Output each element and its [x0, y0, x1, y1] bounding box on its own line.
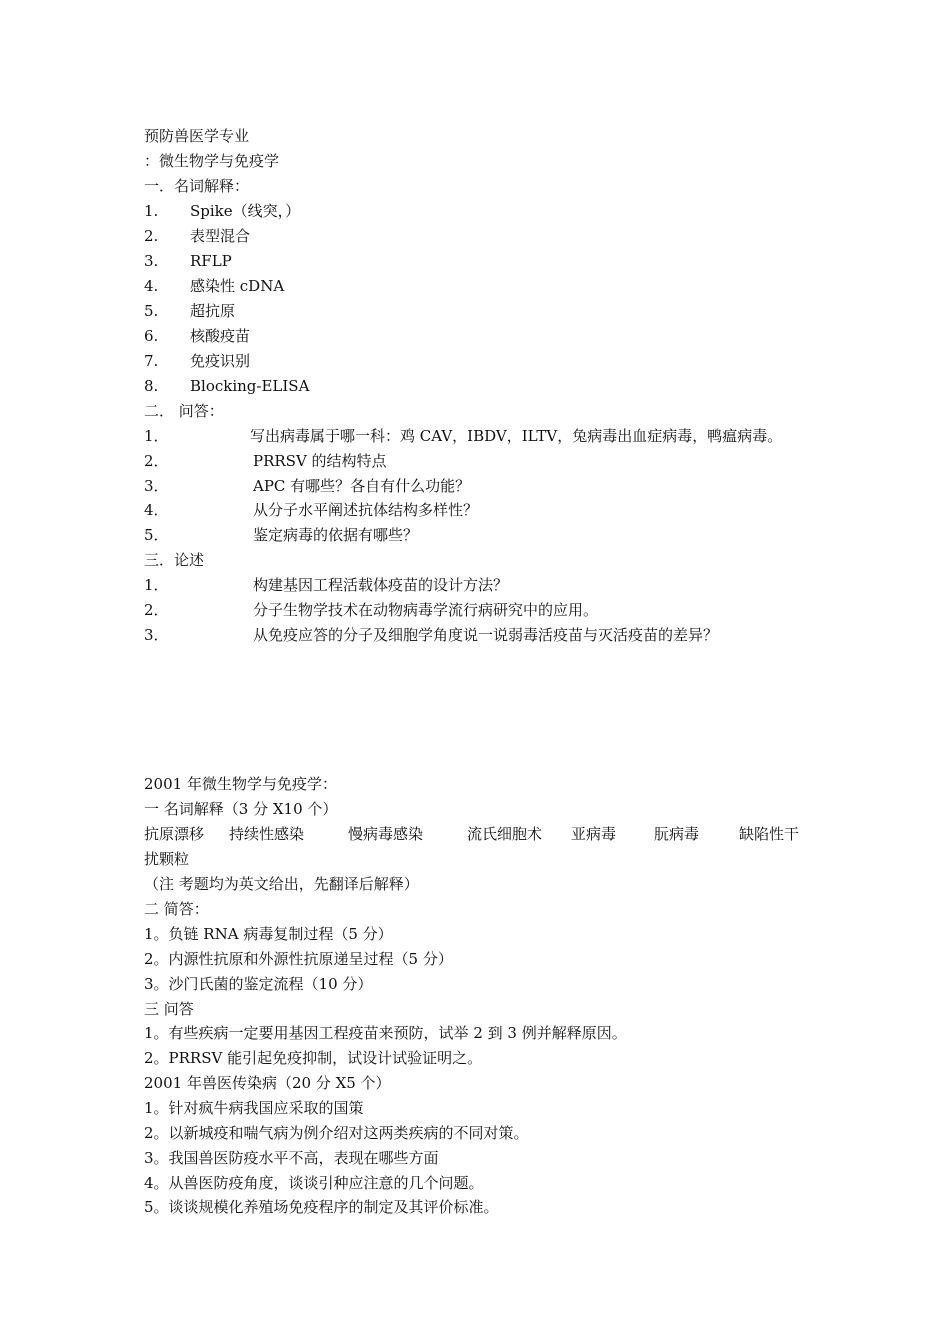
list-item: 1。有些疾病一定要用基因工程疫苗来预防，试举 2 到 3 例并解释原因。 [144, 1024, 627, 1042]
list-item: 3。我国兽医防疫水平不高，表现在哪些方面 [144, 1149, 439, 1167]
list-item-text: 超抗原 [190, 302, 236, 320]
term-item: 流氏细胞术 [467, 825, 543, 843]
term-item-continued: 扰颗粒 [144, 850, 190, 868]
part3-title: 三．论述 [144, 551, 205, 569]
term-item: 亚病毒 [571, 825, 617, 843]
list-item-number: 5． [144, 526, 169, 544]
section2-part3-title: 三 问答 [144, 1000, 194, 1018]
list-item-number: 1． [144, 576, 169, 594]
list-item-number: 1． [144, 427, 169, 445]
list-item-number: 4． [144, 501, 169, 519]
list-item-number: 4. [144, 277, 159, 295]
list-item-number: 7. [144, 352, 159, 370]
section1-subject: ：微生物学与免疫学 [144, 152, 280, 170]
list-item-number: 1. [144, 202, 159, 220]
list-item-number: 5. [144, 302, 159, 320]
list-item-text: 写出病毒属于哪一科：鸡 CAV，IBDV，ILTV，兔病毒出血症病毒，鸭瘟病毒。 [250, 427, 783, 445]
list-item: 4。从兽医防疫角度，谈谈引种应注意的几个问题。 [144, 1174, 484, 1192]
list-item-text: 免疫识别 [190, 352, 251, 370]
list-item: 2。以新城疫和喘气病为例介绍对这两类疾病的不同对策。 [144, 1124, 529, 1142]
list-item-text: 从免疫应答的分子及细胞学角度说一说弱毒活疫苗与灭活疫苗的差异？ [253, 626, 719, 644]
list-item-text: PRRSV 的结构特点 [253, 452, 387, 470]
list-item-number: 6. [144, 327, 159, 345]
part1-title: 一．名词解释： [144, 177, 250, 195]
list-item-text: 感染性 cDNA [190, 277, 285, 295]
list-item-number: 2． [144, 452, 169, 470]
section2-part2-title: 二 简答： [144, 900, 209, 918]
list-item-text: 从分子水平阐述抗体结构多样性？ [253, 501, 479, 519]
list-item: 2。PRRSV 能引起免疫抑制，试设计试验证明之。 [144, 1049, 483, 1067]
term-item: 持续性感染 [229, 825, 305, 843]
term-item: 抗原漂移 [144, 825, 205, 843]
list-item-number: 3． [144, 626, 169, 644]
list-item-text: Spike（线突，） [190, 202, 301, 220]
term-item: 朊病毒 [654, 825, 700, 843]
list-item-number: 3． [144, 477, 169, 495]
list-item-number: 8. [144, 377, 159, 395]
section2-heading: 2001 年微生物学与免疫学： [144, 775, 337, 793]
list-item: 1。负链 RNA 病毒复制过程（5 分） [144, 925, 393, 943]
list-item-text: 分子生物学技术在动物病毒学流行病研究中的应用。 [253, 601, 599, 619]
list-item-text: Blocking-ELISA [190, 377, 310, 395]
term-item: 缺陷性干 [739, 825, 800, 843]
list-item: 1。针对疯牛病我国应采取的国策 [144, 1099, 364, 1117]
list-item: 5。谈谈规模化养殖场免疫程序的制定及其评价标准。 [144, 1198, 499, 1216]
list-item-number: 2． [144, 601, 169, 619]
list-item-text: 构建基因工程活载体疫苗的设计方法？ [253, 576, 509, 594]
list-item-text: 鉴定病毒的依据有哪些？ [253, 526, 419, 544]
list-item-text: RFLP [190, 252, 232, 270]
section1-heading: 预防兽医学专业 [144, 127, 250, 145]
list-item-text: 核酸疫苗 [190, 327, 251, 345]
section2-note: （注 考题均为英文给出，先翻译后解释） [144, 875, 419, 893]
list-item-number: 3. [144, 252, 159, 270]
list-item: 3。沙门氏菌的鉴定流程（10 分） [144, 975, 373, 993]
list-item-number: 2. [144, 227, 159, 245]
section3-heading: 2001 年兽医传染病（20 分 X5 个） [144, 1074, 391, 1092]
list-item-text: APC 有哪些？各自有什么功能？ [253, 477, 471, 495]
list-item-text: 表型混合 [190, 227, 251, 245]
section2-part1-title: 一 名词解释（3 分 X10 个） [144, 800, 338, 818]
term-item: 慢病毒感染 [348, 825, 424, 843]
list-item: 2。内源性抗原和外源性抗原递呈过程（5 分） [144, 950, 453, 968]
part2-title: 二． 问答： [144, 402, 224, 420]
